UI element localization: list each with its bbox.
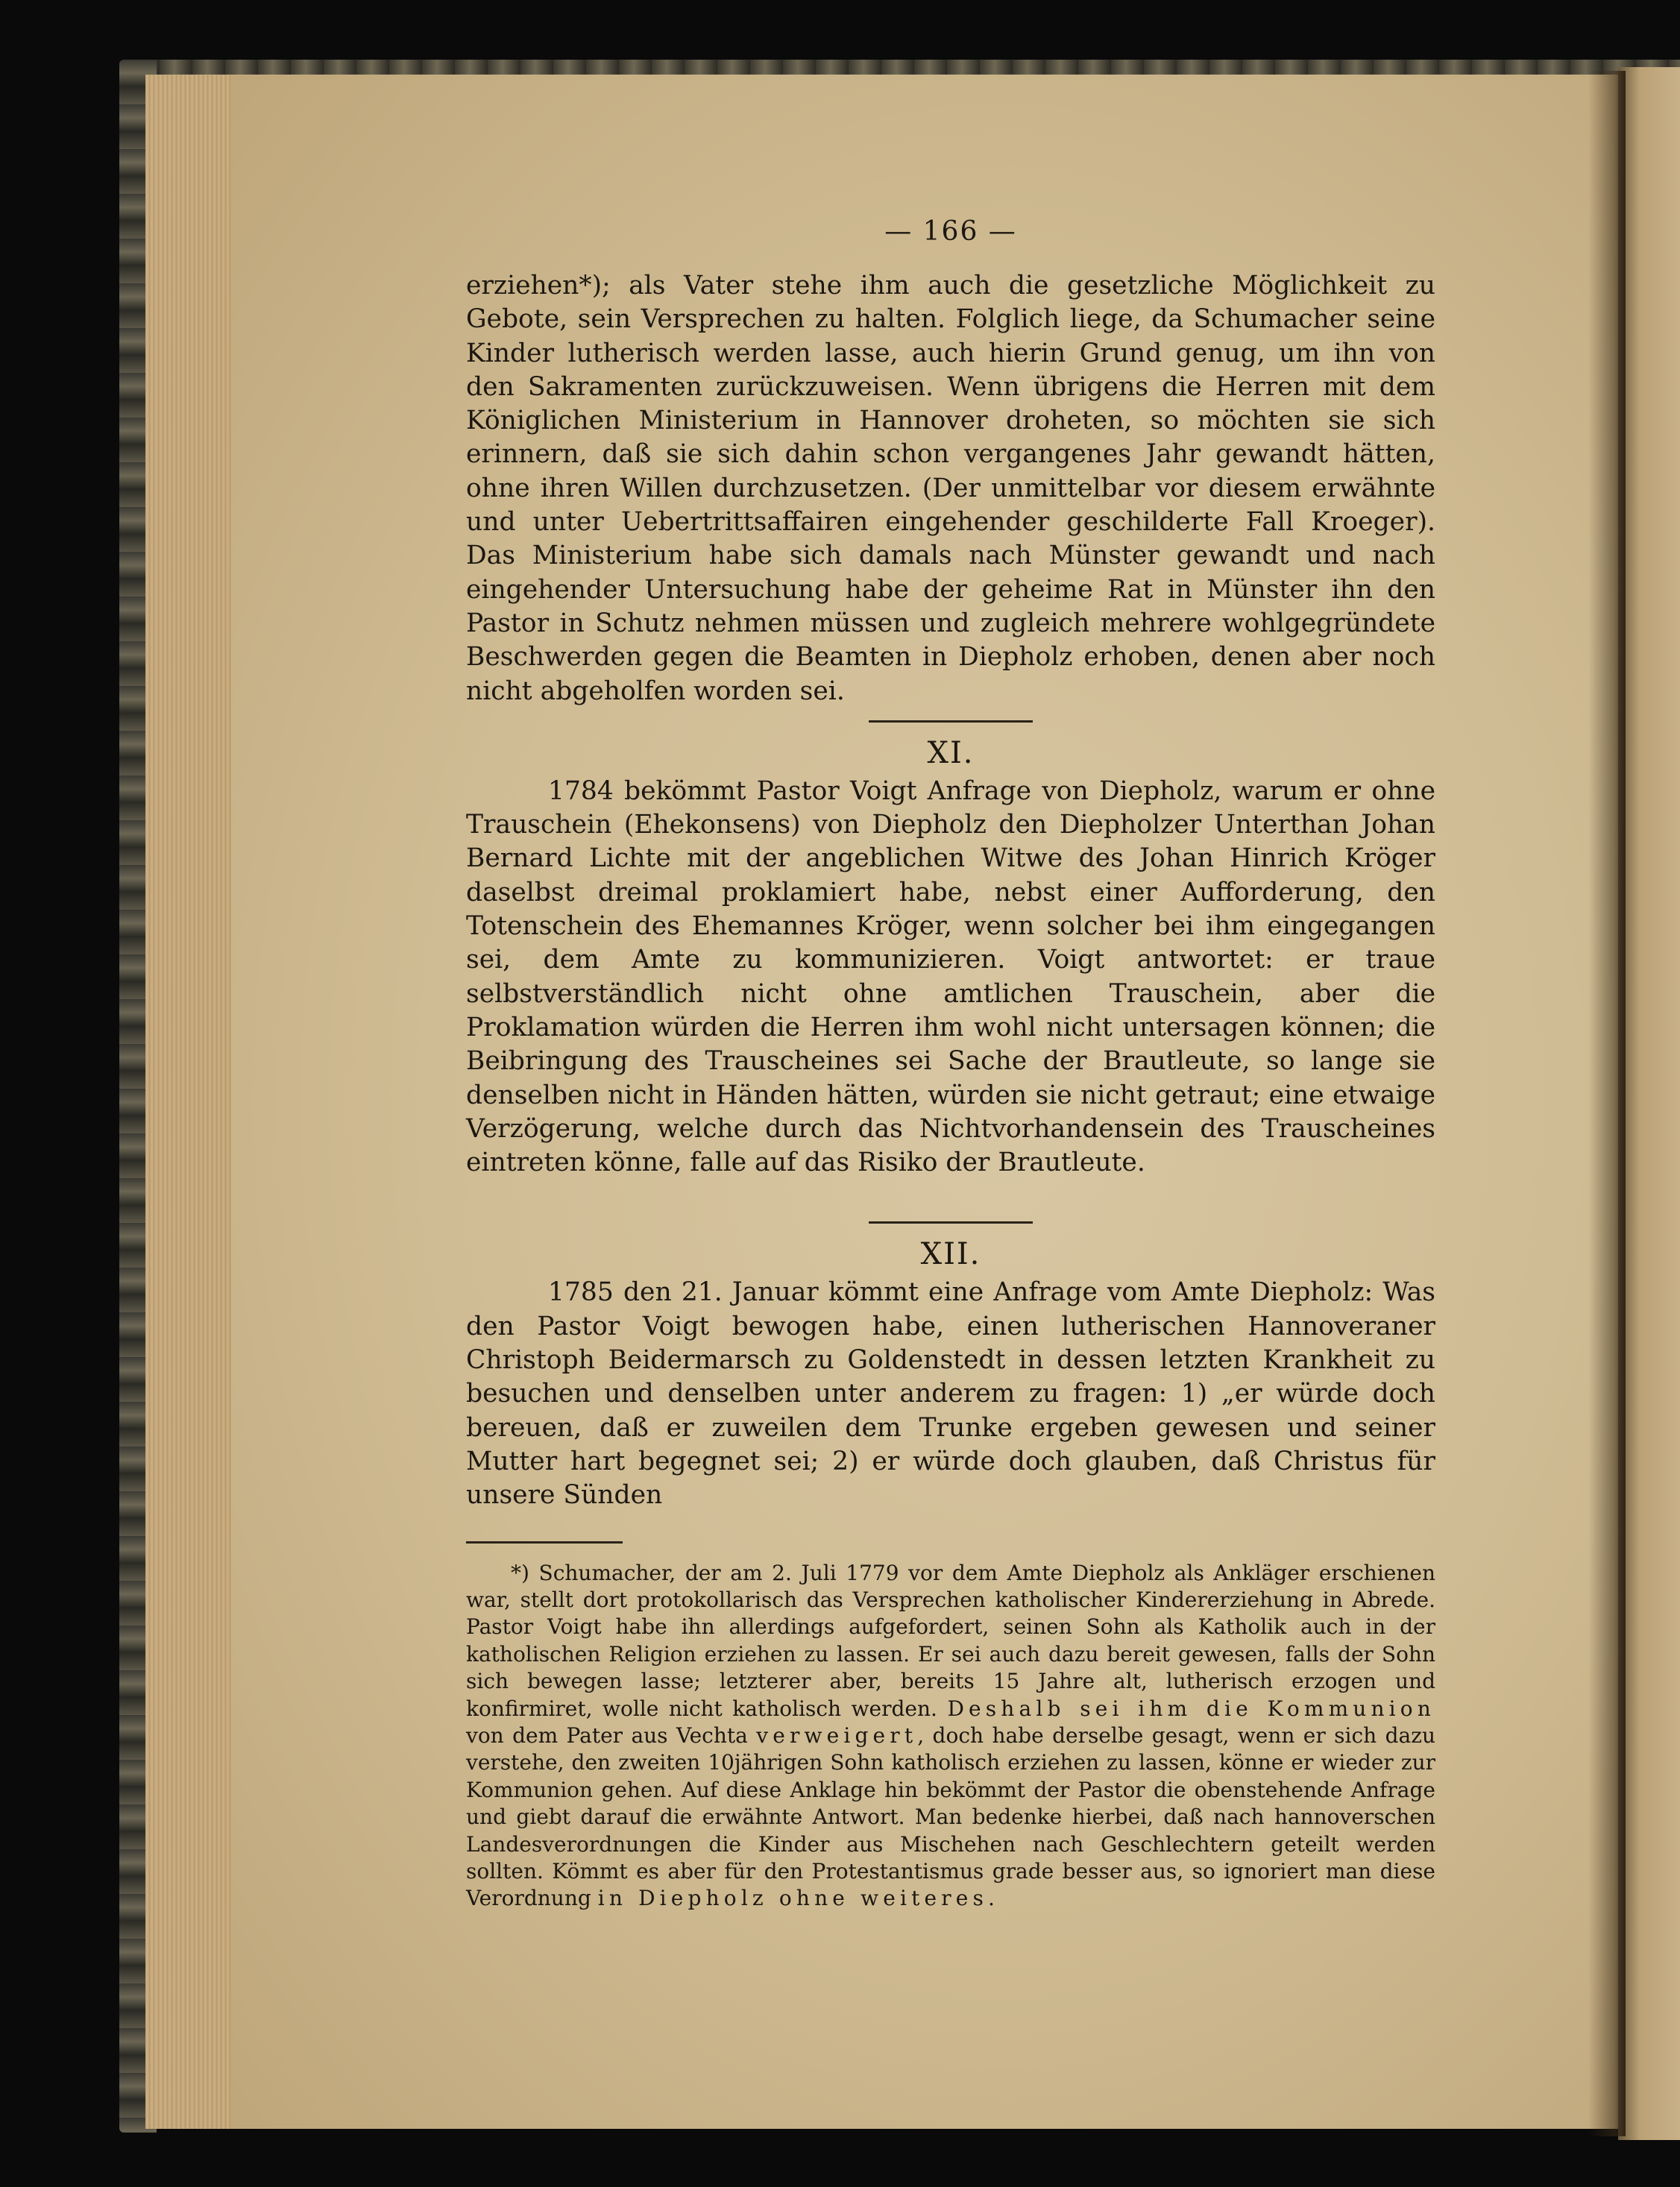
footnote [466, 1560, 1435, 1913]
footnote-text: von dem Pater aus Vechta [466, 1722, 757, 1748]
section-heading-xi: XI. [927, 735, 975, 770]
section-divider [869, 1221, 1033, 1224]
footnote-rule [466, 1541, 623, 1544]
page-number: — 166 — [884, 216, 1017, 247]
footnote-emphasis: Deshalb sei ihm die Kommunion [947, 1696, 1435, 1721]
footnote-text: *) Schumacher, der am 2. Juli 1779 vor dem Amte Diepholz als Ankläger erschienen war, stellt dort protokollarisch das Versprechen katholischer Kindererziehung in Abrede. Pastor Voigt habe ihn allerdings aufgefordert, seinen Sohn als Katholik auch in der katholischen Religion erziehen zu lassen. Er sei auch dazu bereit gewesen, falls der Sohn sich bewegen lasse; letzterer aber, bereits 15 Jahre alt, lutherisch erzogen und konfirmiret, wolle nicht katholisch werden. [466, 1560, 1435, 1721]
section-xi-text: 1784 bekömmt Pastor Voigt Anfrage von Diepholz, warum er ohne Trauschein (Ehekonsens) von Diepholz den Diepholzer Unterthan Johan Bernard Lichte mit der angeblichen Witwe des Johan Hinrich Kröger daselbst dreimal proklamiert habe, nebst einer Aufforderung, den Totenschein des Ehemannes Kröger, wenn solcher bei ihm eingegangen sei, dem Amte zu kommunizieren. Voigt antwortet: er traue selbstverständlich nicht ohne amtlichen Trauschein, aber die Proklamation würden die Herren ihm wohl nicht untersagen können; die Beibringung des Trauscheines sei Sache der Brautleute, so lange sie denselben nicht in Händen hätten, würden sie nicht getraut; eine etwaige Verzögerung, welche durch das Nichtvorhandensein des Trauscheines eintreten könne, falle auf das Risiko der Brautleute. [466, 775, 1435, 1178]
book-gutter-shadow [1588, 71, 1626, 2136]
footnote-text: , doch habe derselbe gesagt, wenn er sich dazu verstehe, den zweiten 10jährigen Sohn katholisch erziehen zu lassen, könne er wieder zur Kommunion gehen. Auf diese Anklage hin bekömmt der Pastor die obenstehende Anfrage und giebt darauf die erwähnte Antwort. Man bedenke hierbei, daß nach hannoverschen Landesverordnungen die Kinder aus Mischehen nach Geschlechtern geteilt werden sollten. Kömmt es aber für den Protestantismus grade besser aus, so ignoriert man diese Verordnung [466, 1722, 1435, 1911]
footnote-emphasis: in Diepholz ohne weiteres [597, 1886, 989, 1911]
facing-page-edge [1618, 67, 1680, 2140]
footnote-text: . [988, 1886, 995, 1911]
section-divider [869, 720, 1033, 723]
paragraph-continuation: erziehen*); als Vater stehe ihm auch die gesetzliche Möglichkeit zu Gebote, sein Versprechen zu halten. Folglich liege, da Schumacher seine Kinder lutherisch werden lasse, auch hierin Grund genug, um ihn von den Sakramenten zurückzuweisen. Wenn übrigens die Herren mit dem Königlichen Ministerium in Hannover droheten, so möchten sie sich erinnern, daß sie sich dahin schon vergangenes Jahr gewandt hätten, ohne ihren Willen durchzusetzen. (Der unmittelbar vor diesem erwähnte und unter Uebertrittsaffairen eingehender geschilderte Fall Kroeger). Das Ministerium habe sich damals nach Münster gewandt und nach eingehender Untersuchung habe der geheime Rat in Münster ihn den Pastor in Schutz nehmen müssen und zugleich mehrere wohlgegründete Beschwerden gegen die Beamten in Diepholz erhoben, denen aber noch nicht abgeholfen worden sei. [466, 271, 1435, 706]
section-heading-xii: XII. [920, 1237, 981, 1272]
footnote-emphasis: verweigert [756, 1722, 918, 1748]
section-xii-text: 1785 den 21. Januar kömmt eine Anfrage vom Amte Diepholz: Was den Pastor Voigt bewogen habe, einen lutherischen Hannoveraner Christoph Beidermarsch zu Goldenstedt in dessen letzten Krankheit zu besuchen und denselben unter anderem zu fragen: 1) „er würde doch bereuen, daß er zuweilen dem Trunke ergeben gewesen und seiner Mutter hart begegnet sei; 2) er würde doch glauben, daß Christus für unsere Sünden [466, 1277, 1435, 1511]
page-content [466, 216, 1435, 1913]
